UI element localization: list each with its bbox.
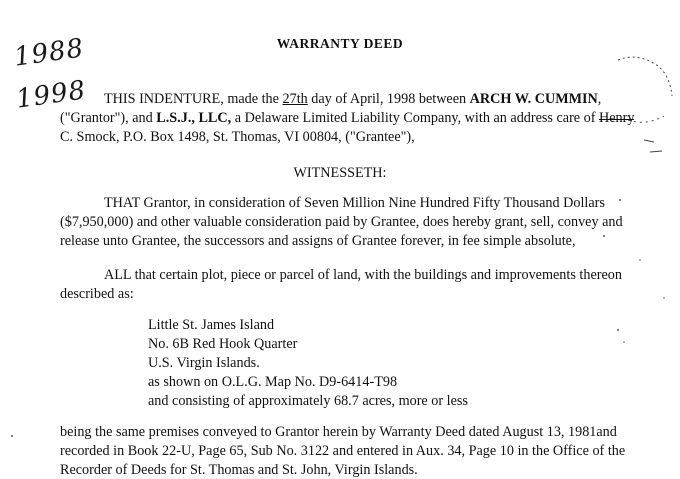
handwritten-year-1988: 1988 [12,33,86,73]
grantee-description: a Delaware Limited Liability Company, with an address care of [231,110,600,126]
consideration-line-2: ($7,950,000) and other valuable consideration paid by Grantee, does hereby grant, sell, convey and [60,214,623,230]
prior-deed-line-3: Recorder of Deeds for St. Thomas and St. John, Virgin Islands. [60,462,418,478]
parcel-line-2: described as: [60,286,134,302]
prior-deed-line-2: recorded in Book 22-U, Page 65, Sub No. 3122 and entered in Aux. 34, Page 10 in the Office of the [60,443,626,459]
indenture-intro: THIS INDENTURE, made the [104,91,283,107]
indenture-line-3 [60,128,415,146]
property-name: Little St. James Island [148,317,275,333]
indenture-day: 27th [282,91,308,107]
property-quarter: No. 6B Red Hook Quarter [148,336,298,352]
grantor-label: ("Grantor"), and [60,110,157,126]
prior-deed-line-1: being the same premises conveyed to Grantor herein by Warranty Deed dated August 13, 1981and [60,424,617,440]
consideration-line-1: THAT Grantor, in consideration of Seven Million Nine Hundred Fifty Thousand Dollars [104,195,605,211]
grantor-name: ARCH W. CUMMIN [469,91,598,107]
indenture-line-2 [60,109,634,127]
stamp-remnant [618,57,672,152]
property-acreage: and consisting of approximately 68.7 acres, more or less [148,393,468,409]
deed-title: WARRANTY DEED [276,36,404,51]
care-of-address: C. Smock, P.O. Box 1498, St. Thomas, VI 00804, ("Grantee"), [60,129,415,145]
property-map-reference: as shown on O.L.G. Map No. D9-6414-T98 [148,374,398,390]
indenture-line-1 [104,90,601,108]
grantee-name: L.S.J., LLC, [156,110,232,126]
care-of-first-name: Henry [599,110,635,126]
consideration-line-3: release unto Grantee, the successors and assigns of Grantee forever, in fee simple absolute, [60,233,576,249]
handwritten-year-1998: 1998 [14,75,88,115]
parcel-line-1: ALL that certain plot, piece or parcel of land, with the buildings and improvements thereon [104,267,622,283]
grantor-tail: , [597,91,602,107]
property-territory: U.S. Virgin Islands. [148,355,260,371]
indenture-date: day of April, 1998 between [307,91,470,107]
witnesseth-heading: WITNESSETH: [293,165,387,181]
